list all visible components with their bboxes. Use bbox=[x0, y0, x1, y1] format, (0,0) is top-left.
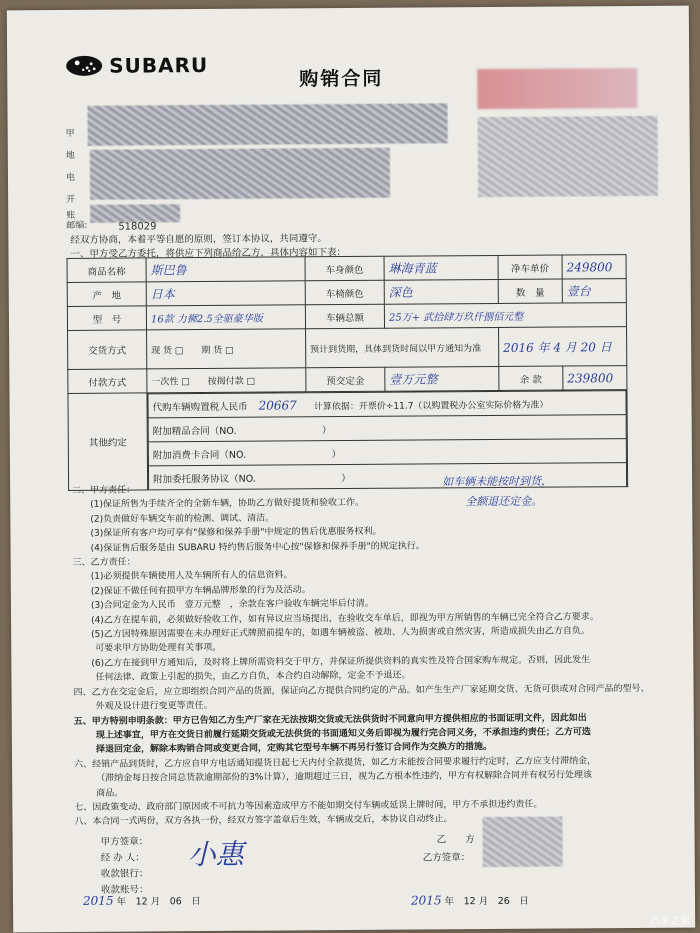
balance-label: 余 款 bbox=[499, 366, 563, 390]
jia-signature: 小惠 bbox=[187, 837, 244, 872]
party-label-address: 地 bbox=[65, 150, 75, 161]
payment-options: 一次性 □ 按揭付款 □ bbox=[147, 368, 306, 393]
clause-3-6b: 任何法律、政策上引起的损失，由乙方自负，本合约自动解除，定金不予退还。 bbox=[95, 670, 411, 684]
expected-arrival-label: 预计到货期，具体到货时间以甲方通知为准 bbox=[306, 327, 499, 367]
postcode-fragment: 518029 bbox=[118, 221, 157, 233]
clause-3-3: (3)合同定金为人民币 壹万元整 ，余款在客户验收车辆完毕后付清。 bbox=[90, 599, 374, 612]
origin-value: 日本 bbox=[150, 287, 175, 302]
redaction-stamp bbox=[477, 68, 637, 109]
subaru-logo bbox=[65, 53, 208, 78]
redaction-block bbox=[90, 148, 390, 200]
jia-date bbox=[83, 893, 201, 908]
handwritten-note-line-2: 全额退还定金。 bbox=[465, 494, 543, 509]
unit-price-label: 净车单价 bbox=[498, 255, 562, 279]
party-label-phone: 电 bbox=[65, 172, 76, 183]
model-value: 16款 力狮2.5全驱豪华版 bbox=[150, 313, 263, 326]
redaction-block bbox=[90, 204, 180, 223]
deposit-label: 预交定金 bbox=[306, 367, 385, 392]
clause-5: 五、甲方特别申明条款：甲方已告知乙方生产厂家在无法按期交货或无法供货时不同意向甲方提供相应的书面证明文件，因此如出 bbox=[73, 712, 587, 727]
account-label: 收款账号： bbox=[100, 884, 149, 896]
balance-value: 239800 bbox=[567, 370, 614, 385]
intro-line-2: 一、甲方受乙方委托，将供应下列商品给乙方，具体内容如下表： bbox=[70, 247, 347, 260]
accessory-contract: 附加精品合同（NO. ） bbox=[148, 415, 626, 442]
other-terms-label: 其他约定 bbox=[68, 393, 148, 491]
page-title: 购销合同 bbox=[299, 67, 384, 91]
service-agreement: 附加委托服务协议（NO. ） bbox=[148, 463, 626, 490]
clause-6: 六、经销产品到货时，乙方应自甲方电话通知提货日起七天内付全款提货，如乙方未能按合同要求履行约定时，乙方应支付滞纳金， bbox=[74, 756, 597, 770]
clause-3-1: (1)必须提供车辆使用人及车辆所有人的信息资料。 bbox=[90, 570, 293, 583]
delivery-options: 现 货 □ 期 货 □ bbox=[147, 329, 306, 369]
purchase-tax-row bbox=[148, 391, 626, 418]
quantity-label: 数 量 bbox=[498, 279, 562, 303]
tax-basis: 计算依据：开票价÷11.7（以购置税办公室实际价格为准） bbox=[313, 400, 549, 412]
contract-clauses bbox=[72, 480, 684, 830]
clause-3-5: (5)乙方因特殊原因需要在未办理好正式牌照前提车的，如遇车辆被盗、被劫、人为损害或自然灾害，所造成损失由乙方自负。 bbox=[91, 626, 590, 640]
clause-8: 八、本合同一式两份，双方各执一份，经双方签字盖章后生效，车辆成交后，本协议自动终止。 bbox=[74, 814, 453, 828]
jia-date-text: 年 12 月 06 日 bbox=[116, 896, 201, 908]
yi-date-year: 2015 bbox=[410, 893, 442, 908]
clause-2-2: (2)负责做好车辆交车前的检测、调试、清洁。 bbox=[90, 513, 275, 525]
total-label: 车辆总额 bbox=[305, 304, 384, 329]
clause-3-heading: 三、乙方责任： bbox=[72, 557, 136, 568]
redaction-block bbox=[87, 103, 447, 146]
contract-paper bbox=[7, 6, 695, 933]
party-label-jia: 甲 bbox=[65, 128, 75, 139]
clause-5c: 择退回定金，解除本购销合同或变更合同，定购其它型号车辆不再另行签订合同作为交换方的措施。 bbox=[95, 742, 492, 756]
jia-date-year: 2015 bbox=[82, 893, 114, 908]
deposit-value: 壹万元整 bbox=[389, 372, 438, 387]
interior-color-value: 深色 bbox=[388, 285, 413, 300]
party-label-account: 账 bbox=[66, 210, 76, 221]
clause-4b: 外观及设计进行变更等责任。 bbox=[95, 701, 213, 712]
expected-arrival-value: 2016 年 4 月 20 日 bbox=[503, 339, 612, 355]
total-value: 25万+ 武拾肆万玖仟捌佰元整 bbox=[388, 311, 524, 324]
yi-date bbox=[411, 893, 529, 908]
product-name-label: 商品名称 bbox=[67, 258, 146, 283]
body-color-label: 车身颜色 bbox=[305, 256, 384, 281]
clause-3-6: (6)乙方在接到甲方通知后，及时将上牌所需资料交于甲方，并保证所提供资料的真实性及符合国家购车规定。否则，因此发生 bbox=[91, 655, 591, 669]
model-label: 型 号 bbox=[67, 306, 146, 331]
intro-line-1: 经双方协商，本着平等自愿的原则，签订本协议，共同遵守。 bbox=[70, 233, 327, 246]
body-color-value: 琳海青蓝 bbox=[388, 261, 437, 276]
redaction-block bbox=[482, 817, 562, 868]
yi-label: 乙 方 bbox=[436, 834, 475, 846]
handwritten-note-line-1: 如车辆未能按时到货， bbox=[442, 474, 553, 489]
unit-price-value: 249800 bbox=[566, 259, 613, 274]
clause-3-4: (4)乙方在提车前，必须做好验收工作，如有异议应当场提出，在验收交车单后，即视为甲方所销售的车辆已完全符合乙方要求。 bbox=[91, 611, 599, 626]
clause-5b: 现上述事宜，甲方在交货日前履行延期交货或无法供货的书面通知义务后即视为履行完合同义务，不承担违约责任；乙方可选 bbox=[95, 727, 591, 741]
clause-6c: 商品。 bbox=[96, 788, 124, 799]
brand-name: SUBARU bbox=[109, 52, 209, 78]
handler-label: 经 办 人： bbox=[100, 852, 145, 864]
yi-date-text: 年 12 月 26 日 bbox=[444, 895, 529, 908]
interior-color-label: 车椅颜色 bbox=[305, 280, 384, 305]
consumer-card-contract: 附加消费卡合同（NO. ） bbox=[148, 439, 626, 466]
clause-7: 七、因政策变动、政府部门原因或不可抗力等因素造成甲方不能如期交付车辆或延误上牌时间，甲方不承担违约责任。 bbox=[74, 799, 543, 813]
origin-label: 产 地 bbox=[67, 282, 146, 307]
jia-sign-label: 甲方签章： bbox=[100, 836, 149, 848]
party-label-bank: 开 bbox=[66, 194, 76, 205]
product-name-value: 斯巴鲁 bbox=[150, 263, 187, 278]
payment-label: 付款方式 bbox=[68, 369, 147, 394]
product-table bbox=[67, 254, 629, 491]
clause-6b: （滞纳金每日按合同总货款逾期部份的3%计算），逾期超过三日，视为乙方根本性违约，甲方有权解除合同并有权另行处理该 bbox=[96, 770, 592, 784]
bank-label: 收款银行： bbox=[100, 868, 149, 880]
subaru-stars-icon bbox=[65, 55, 103, 77]
clause-3-5b: 可要求甲方协助处理有关事项。 bbox=[95, 643, 222, 655]
watermark: 汽车之家 bbox=[650, 916, 690, 927]
clause-2-3: (3)保证所有客户均可享有"保修和保养手册"中规定的售后优惠服务权利。 bbox=[90, 527, 382, 540]
yi-sign-label: 乙方签章： bbox=[422, 852, 471, 864]
purchase-tax-value: 20667 bbox=[258, 397, 297, 413]
postcode-label: 邮编: bbox=[66, 220, 88, 231]
purchase-tax-label: 代购车辆购置税人民币 bbox=[152, 401, 248, 413]
redaction-block bbox=[478, 116, 659, 197]
clause-2-4: (4)保证售后服务是由 SUBARU 特约售后服务中心按"保修和保养手册"的规定执行。 bbox=[90, 541, 425, 554]
quantity-value: 壹台 bbox=[566, 284, 591, 299]
clause-2-1: (1)保证所售为手续齐全的全新车辆，协助乙方做好提货和验收工作。 bbox=[90, 498, 365, 511]
clause-4: 四、乙方在交定金后，应立即组织合同产品的货源，保证向乙方提供合同约定的产品。如产生生产厂家延期交货、无货可供或对合同产品的型号、 bbox=[73, 683, 650, 698]
clause-2-heading: 二、甲方责任： bbox=[72, 485, 136, 496]
delivery-label: 交货方式 bbox=[68, 330, 147, 370]
clause-3-2: (2)保证不做任何有损甲方车辆品牌形象的行为及活动。 bbox=[90, 585, 311, 597]
